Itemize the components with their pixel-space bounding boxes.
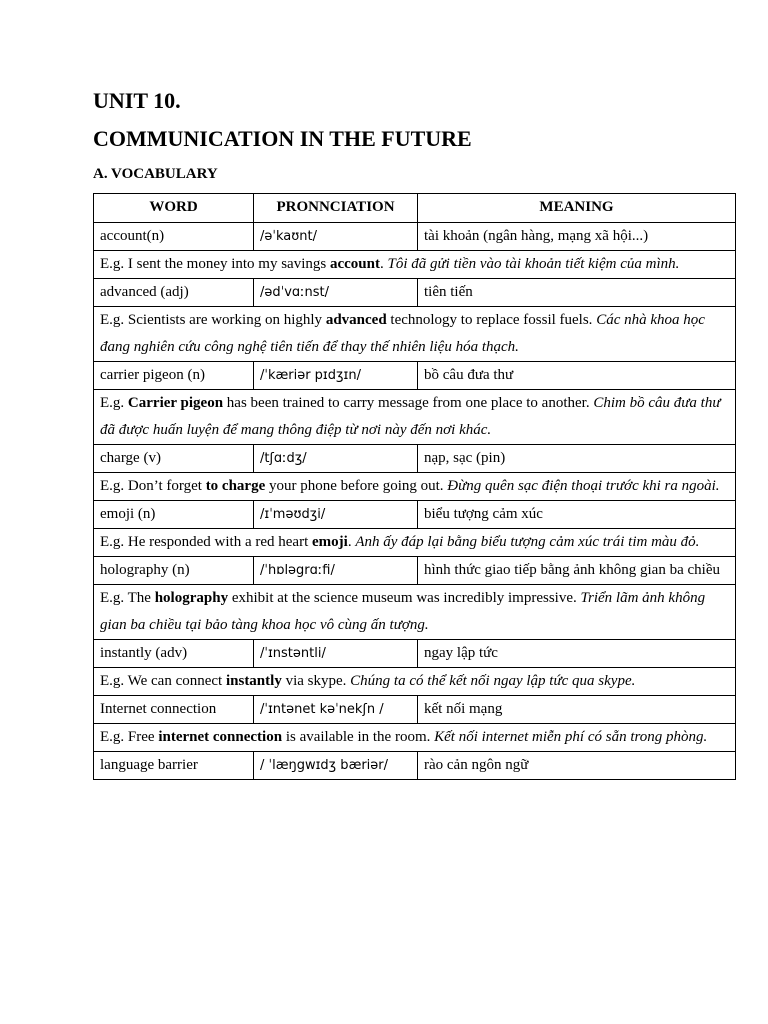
- example-translation: Chúng ta có thể kết nối ngay lập tức qua skype.: [350, 673, 636, 689]
- vocabulary-table: [93, 193, 736, 780]
- vocab-meaning: biểu tượng cảm xúc: [418, 501, 736, 529]
- example-sentence: [94, 668, 736, 696]
- table-row: [94, 223, 736, 251]
- vocab-word: advanced (adj): [94, 279, 254, 307]
- example-keyword: holography: [154, 590, 229, 606]
- table-row: [94, 696, 736, 724]
- section-heading: A. VOCABULARY: [93, 166, 218, 182]
- example-text: E.g. Don’t forget: [100, 478, 206, 494]
- vocab-meaning: nạp, sạc (pin): [418, 445, 736, 473]
- table-row: [94, 501, 736, 529]
- vocab-meaning: ngay lập tức: [418, 640, 736, 668]
- table-row: [94, 752, 736, 780]
- example-text: E.g. He responded with a red heart: [100, 534, 313, 550]
- example-text: E.g. Scientists are working on highly: [100, 312, 326, 328]
- unit-title: COMMUNICATION IN THE FUTURE: [93, 126, 472, 151]
- example-row: [94, 724, 736, 752]
- vocab-pronunciation: /ədˈvɑːnst/: [254, 279, 418, 307]
- example-text: technology to replace fossil fuels.: [386, 312, 597, 328]
- vocab-meaning: bồ câu đưa thư: [418, 362, 736, 390]
- example-sentence: [94, 251, 736, 279]
- example-keyword: to charge: [205, 478, 266, 494]
- example-keyword: account: [329, 256, 380, 272]
- column-header-meaning: MEANING: [418, 194, 736, 223]
- example-translation: Đừng quên sạc điện thoại trước khi ra ngoài.: [447, 478, 720, 494]
- table-row: [94, 640, 736, 668]
- example-row: [94, 251, 736, 279]
- example-keyword: instantly: [225, 673, 282, 689]
- example-row: [94, 390, 736, 445]
- example-keyword: Carrier pigeon: [127, 395, 224, 411]
- vocab-word: Internet connection: [94, 696, 254, 724]
- vocabulary-table-body: [94, 223, 736, 780]
- vocab-pronunciation: /ɪˈməʊdʒi/: [254, 501, 418, 529]
- example-sentence: [94, 390, 736, 445]
- vocab-meaning: kết nối mạng: [418, 696, 736, 724]
- example-translation: Tôi đã gửi tiền vào tài khoản tiết kiệm của mình.: [387, 256, 680, 272]
- example-sentence: [94, 529, 736, 557]
- vocab-pronunciation: /tʃɑːdʒ/: [254, 445, 418, 473]
- example-keyword: advanced: [325, 312, 387, 328]
- table-row: [94, 362, 736, 390]
- example-row: [94, 529, 736, 557]
- vocab-word: instantly (adv): [94, 640, 254, 668]
- table-header-row: [94, 194, 736, 223]
- example-text: E.g.: [100, 395, 128, 411]
- vocab-meaning: rào cản ngôn ngữ: [418, 752, 736, 780]
- example-translation: Chim bồ câu đưa thư đã được huấn luyện để mang thông điệp từ nơi này đến nơi khác.: [100, 395, 721, 438]
- vocab-pronunciation: /ˈɪnstəntli/: [254, 640, 418, 668]
- vocab-word: holography (n): [94, 557, 254, 585]
- example-row: [94, 585, 736, 640]
- vocab-meaning: tiên tiến: [418, 279, 736, 307]
- table-row: [94, 445, 736, 473]
- example-sentence: [94, 307, 736, 362]
- example-text: E.g. We can connect: [100, 673, 226, 689]
- vocab-word: emoji (n): [94, 501, 254, 529]
- table-row: [94, 557, 736, 585]
- vocab-meaning: tài khoản (ngân hàng, mạng xã hội...): [418, 223, 736, 251]
- example-text: .: [379, 256, 388, 272]
- example-text: has been trained to carry message from one place to another.: [223, 395, 594, 411]
- example-text: exhibit at the science museum was incredibly impressive.: [228, 590, 581, 606]
- vocab-word: carrier pigeon (n): [94, 362, 254, 390]
- example-translation: Triển lãm ảnh không gian ba chiều tại bảo tàng khoa học vô cùng ấn tượng.: [100, 590, 706, 633]
- example-row: [94, 473, 736, 501]
- example-text: E.g. The: [100, 590, 155, 606]
- vocab-pronunciation: / ˈlæŋgwɪdʒ bæriər/: [254, 752, 418, 780]
- example-sentence: [94, 585, 736, 640]
- example-keyword: emoji: [312, 534, 348, 550]
- example-sentence: [94, 724, 736, 752]
- vocab-meaning: hình thức giao tiếp bằng ảnh không gian ba chiều: [418, 557, 736, 585]
- unit-number: UNIT 10.: [93, 88, 181, 113]
- example-row: [94, 668, 736, 696]
- example-sentence: [94, 473, 736, 501]
- example-translation: Anh ấy đáp lại bằng biểu tượng cảm xúc trái tim màu đỏ.: [355, 534, 700, 550]
- vocab-word: language barrier: [94, 752, 254, 780]
- example-text: E.g. I sent the money into my savings: [100, 256, 330, 272]
- example-text: E.g. Free: [100, 729, 159, 745]
- vocab-word: account(n): [94, 223, 254, 251]
- vocab-pronunciation: /ˈkæriər pɪdʒɪn/: [254, 362, 418, 390]
- vocab-pronunciation: /əˈkaʊnt/: [254, 223, 418, 251]
- example-text: your phone before going out.: [265, 478, 448, 494]
- column-header-word: WORD: [94, 194, 254, 223]
- example-keyword: internet connection: [158, 729, 283, 745]
- column-header-pronunciation: PRONNCIATION: [254, 194, 418, 223]
- vocab-pronunciation: /ˈɪntənet kəˈnekʃn /: [254, 696, 418, 724]
- example-translation: Kết nối internet miễn phí có sẵn trong phòng.: [434, 729, 708, 745]
- table-row: [94, 279, 736, 307]
- example-translation: Các nhà khoa học đang nghiên cứu công nghệ tiên tiến để thay thế nhiên liệu hóa thạch.: [100, 312, 705, 355]
- example-text: is available in the room.: [282, 729, 435, 745]
- example-text: via skype.: [281, 673, 351, 689]
- vocab-pronunciation: /ˈhɒləgrɑːfi/: [254, 557, 418, 585]
- vocab-word: charge (v): [94, 445, 254, 473]
- example-row: [94, 307, 736, 362]
- example-text: .: [347, 534, 356, 550]
